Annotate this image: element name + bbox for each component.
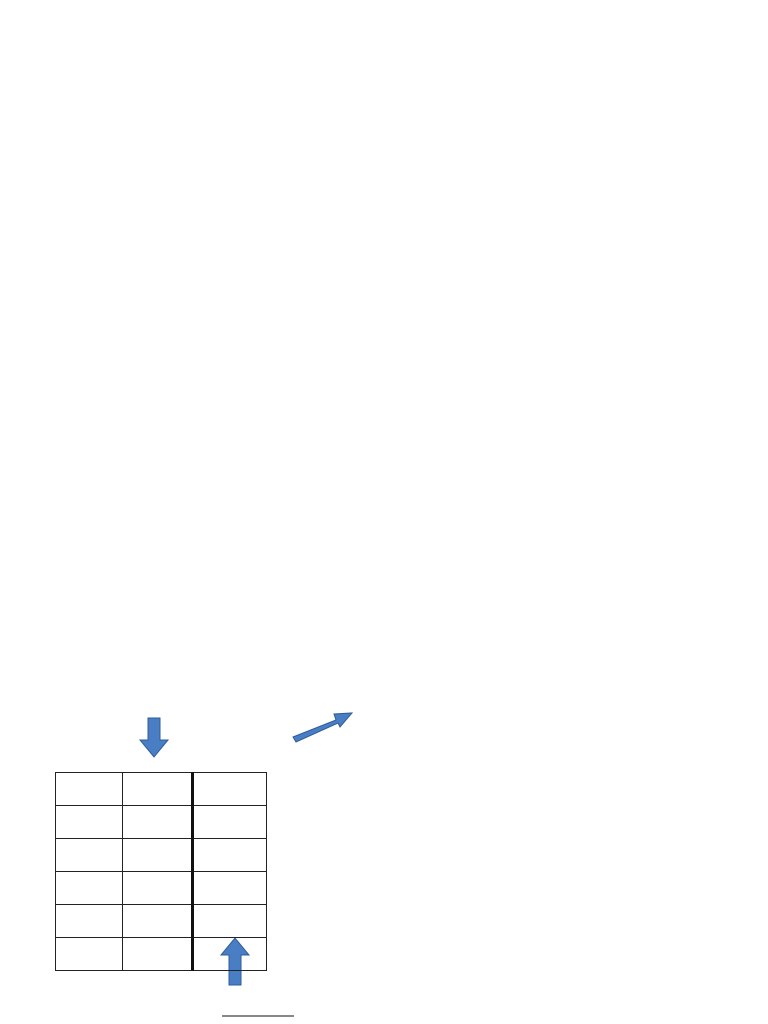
table-header-t [123,773,193,806]
table-cell [56,938,123,971]
down-arrow-icon [140,718,168,757]
table-row [56,872,267,905]
table-cell [193,905,267,938]
table-cell [193,806,267,839]
table-header-q [193,773,267,806]
table-row [56,839,267,872]
table-cell [56,872,123,905]
right-arrow-icon [293,713,352,742]
table-cell [123,905,193,938]
table-cell [123,806,193,839]
table-header-row [56,773,267,806]
table-cell [123,839,193,872]
table-row [56,806,267,839]
table-cell [56,839,123,872]
table-cell [56,806,123,839]
table-cell [193,938,267,971]
table-row [56,905,267,938]
table-cell [193,872,267,905]
table-cell [56,905,123,938]
table-row [56,938,267,971]
table-cell [193,839,267,872]
table-cell [123,872,193,905]
table-header-i [56,773,123,806]
failure-rank-table [55,772,267,971]
table-cell [123,938,193,971]
